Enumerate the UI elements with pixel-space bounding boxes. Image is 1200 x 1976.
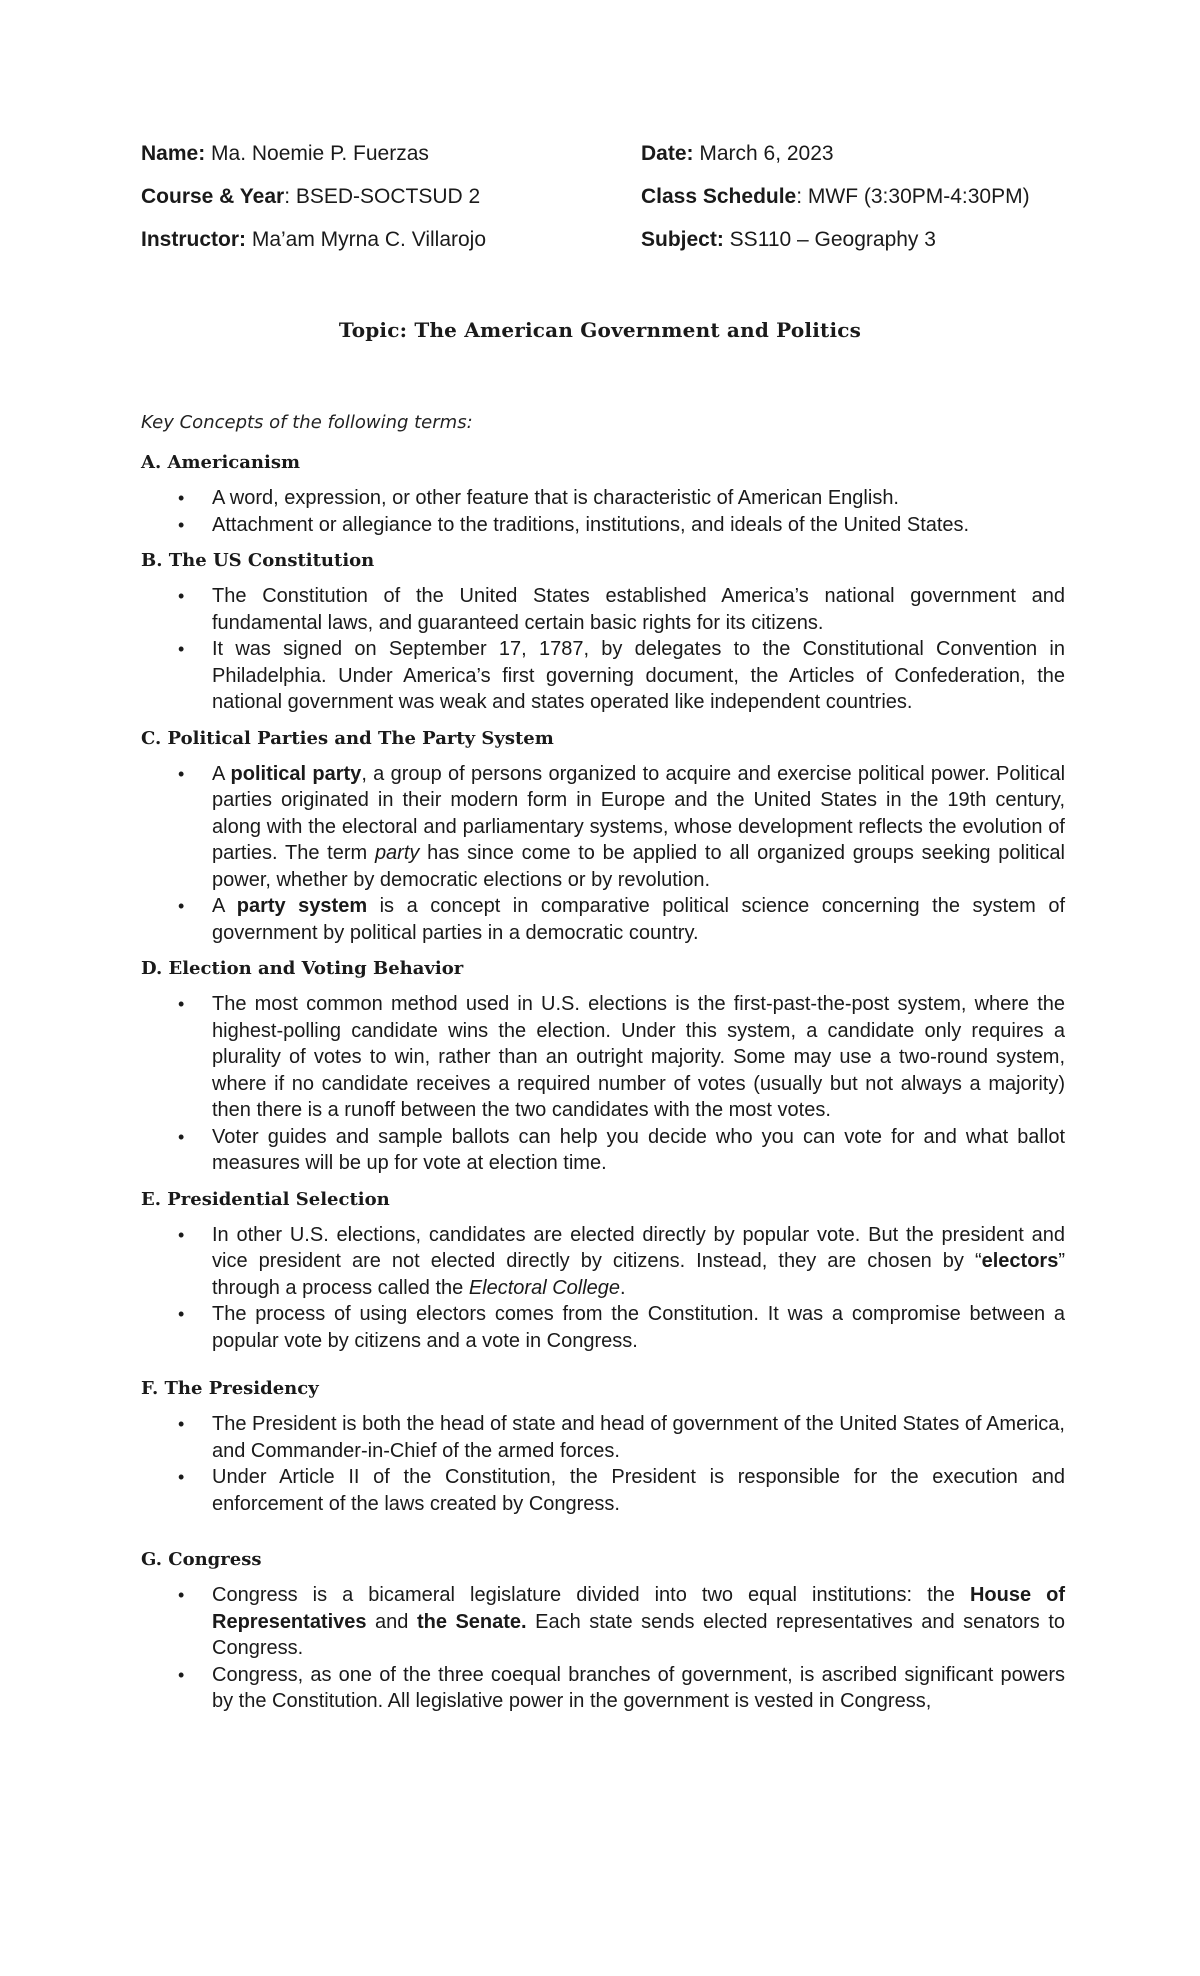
section-title: G. Congress [141, 1549, 262, 1570]
topic-title: Topic: The American Government and Politics [338, 318, 862, 342]
bullet-icon: • [178, 514, 185, 535]
bullet-list [141, 1411, 1065, 1517]
section-political-parties [141, 726, 1065, 947]
list-item: • Attachment or allegiance to the traditions, institutions, and ideals of the United States. [141, 512, 1065, 539]
key-concepts-heading: Key Concepts of the following terms: [141, 412, 473, 433]
section-presidency [141, 1376, 1065, 1517]
section-title: E. Presidential Selection [141, 1188, 390, 1210]
bullet-icon: • [178, 994, 185, 1014]
instructor-field: Instructor: Ma’am Myrna C. Villarojo [141, 228, 487, 251]
document-header [141, 140, 1081, 253]
section-title: F. The Presidency [141, 1378, 319, 1399]
list-item: • The President is both the head of state and head of government of the United States of America, and Commander-in-Chief of the armed forces. [178, 1413, 1065, 1462]
section-title: C. Political Parties and The Party System [141, 727, 554, 749]
name-field: Name: Ma. Noemie P. Fuerzas [141, 142, 429, 165]
list-item: • Congress is a bicameral legislature divided into two equal institutions: the House of Representatives and the Senate. Each state sends elected representatives and senators to Congress. [178, 1584, 1065, 1659]
bullet-icon: • [178, 1585, 185, 1605]
section-us-constitution [141, 548, 1065, 716]
section-title: B. The US Constitution [141, 550, 375, 571]
bullet-list [141, 991, 1065, 1177]
bullet-list [141, 583, 1065, 716]
list-item: • Voter guides and sample ballots can help you decide who you can vote for and what ballot measures will be up for vote at election time. [178, 1125, 1065, 1174]
course-field: Course & Year: BSED-SOCTSUD 2 [141, 185, 481, 208]
bullet-icon: • [178, 763, 185, 784]
section-title: A. Americanism [141, 452, 301, 473]
section-congress [141, 1547, 1065, 1715]
bullet-list [141, 1582, 1065, 1715]
subject-field: Subject: SS110 – Geography 3 [641, 228, 936, 251]
section-americanism [141, 450, 1065, 538]
bullet-icon: • [178, 1224, 185, 1245]
list-item: • Congress, as one of the three coequal branches of government, is ascribed significant powers by the Constitution. All legislative power in the government is vested in Congress, [178, 1663, 1065, 1712]
date-field: Date: March 6, 2023 [641, 142, 834, 165]
bullet-icon: • [178, 639, 185, 659]
section-election-voting [141, 956, 1065, 1177]
section-presidential-selection [141, 1187, 1065, 1355]
schedule-field: Class Schedule: MWF (3:30PM-4:30PM) [641, 185, 1030, 208]
bullet-icon: • [178, 1126, 185, 1147]
bullet-icon: • [178, 1467, 185, 1487]
bullet-icon: • [178, 586, 185, 606]
list-item: • Under Article II of the Constitution, the President is responsible for the execution and enforcement of the laws created by Congress. [178, 1466, 1065, 1515]
section-title: D. Election and Voting Behavior [141, 958, 464, 979]
document-body [141, 450, 1065, 1715]
list-item: • The Constitution of the United States established America’s national government and fundamental laws, and guaranteed certain basic rights for its citizens. [178, 585, 1065, 634]
bullet-list [141, 761, 1065, 947]
bullet-icon: • [178, 488, 185, 508]
list-item: • The process of using electors comes from the Constitution. It was a compromise between a popular vote by citizens and a vote in Congress. [178, 1303, 1065, 1352]
bullet-icon: • [178, 896, 185, 916]
list-item: • A party system is a concept in comparative political science concerning the system of government by political parties in a democratic country. [178, 895, 1065, 944]
bullet-list [141, 485, 1065, 538]
list-item: • It was signed on September 17, 1787, by delegates to the Constitutional Convention in Philadelphia. Under America’s first governing document, the Articles of Confederation, the national government was weak and states operated like independent countries. [178, 638, 1065, 713]
bullet-icon: • [178, 1414, 185, 1434]
list-item: • In other U.S. elections, candidates are elected directly by popular vote. But the president and vice president are not elected directly by citizens. Instead, they are chosen by “electors” through a process called the Electoral College. [178, 1223, 1065, 1299]
list-item: • The most common method used in U.S. elections is the first-past-the-post system, where the highest-polling candidate wins the election. Under this system, a candidate only requires a plurality of votes to win, rather than an outright majority. Some may use a two-round system, where if no candidate receives a required number of votes (usually but not always a majority) then there is a runoff between the two candidates with the most votes. [178, 993, 1065, 1121]
bullet-list [141, 1222, 1065, 1355]
list-item: • A political party, a group of persons organized to acquire and exercise political power. Political parties originated in their modern form in Europe and the United States in the 19th century, along with the electoral and parliamentary systems, whose development reflects the evolution of parties. The term party has since come to be applied to all organized groups seeking political power, whether by democratic elections or by revolution. [178, 762, 1066, 891]
bullet-icon: • [178, 1304, 185, 1324]
bullet-icon: • [178, 1664, 185, 1685]
list-item: • A word, expression, or other feature that is characteristic of American English. [141, 485, 1065, 512]
